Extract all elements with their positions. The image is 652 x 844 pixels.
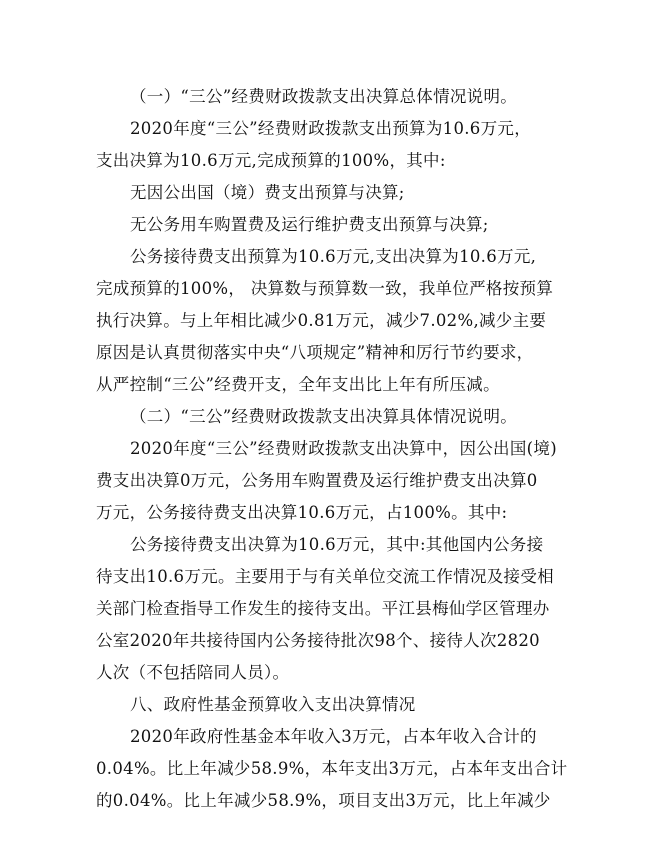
paragraph-line: 完成预算的100%， 决算数与预算数一致，我单位严格按预算	[96, 279, 554, 298]
section-heading-8: 八、政府性基金预算收入支出决算情况	[130, 695, 416, 714]
paragraph-line: 支出决算为10.6万元,完成预算的100%，其中:	[96, 151, 446, 170]
paragraph-line: 原因是认真贯彻落实中央“八项规定”精神和厉行节约要求，	[96, 343, 534, 362]
paragraph-line: 费支出决算0万元，公务用车购置费及运行维护费支出决算0	[96, 471, 538, 490]
section-heading-2: （二）“三公”经费财政拨款支出决算具体情况说明。	[130, 407, 518, 426]
paragraph-line: 0.04%。比上年减少58.9%，本年支出3万元，占本年支出合计	[96, 759, 568, 778]
paragraph-line: 从严控制“三公”经费开支，全年支出比上年有所压减。	[96, 375, 500, 394]
paragraph-line: 2020年度“三公”经费财政拨款支出决算中，因公出国(境)	[130, 439, 557, 458]
paragraph-line: 执行决算。与上年相比减少0.81万元，减少7.02%,减少主要	[96, 311, 547, 330]
paragraph-line: 2020年政府性基金本年收入3万元，占本年收入合计的	[130, 727, 537, 746]
paragraph-line: 公务接待费支出决算为10.6万元，其中:其他国内公务接	[130, 535, 544, 554]
paragraph-line: 万元，公务接待费支出决算10.6万元，占100%。其中:	[96, 503, 508, 522]
paragraph-line: 无公务用车购置费及运行维护费支出预算与决算;	[130, 215, 489, 234]
paragraph-line: 关部门检查指导工作发生的接待支出。平江县梅仙学区管理办	[96, 599, 550, 618]
paragraph-line: 的0.04%。比上年减少58.9%，项目支出3万元，比上年减少	[96, 791, 551, 810]
section-heading-1: （一）“三公”经费财政拨款支出决算总体情况说明。	[130, 87, 518, 106]
paragraph-line: 无因公出国（境）费支出预算与决算;	[130, 183, 405, 202]
paragraph-line: 待支出10.6万元。主要用于与有关单位交流工作情况及接受相	[96, 567, 554, 586]
paragraph-line: 公务接待费支出预算为10.6万元,支出决算为10.6万元,	[130, 247, 537, 266]
paragraph-line: 2020年度“三公”经费财政拨款支出预算为10.6万元，	[130, 119, 531, 138]
paragraph-line: 公室2020年共接待国内公务接待批次98个、接待人次2820	[96, 631, 540, 650]
paragraph-line: 人次（不包括陪同人员）。	[96, 663, 290, 682]
